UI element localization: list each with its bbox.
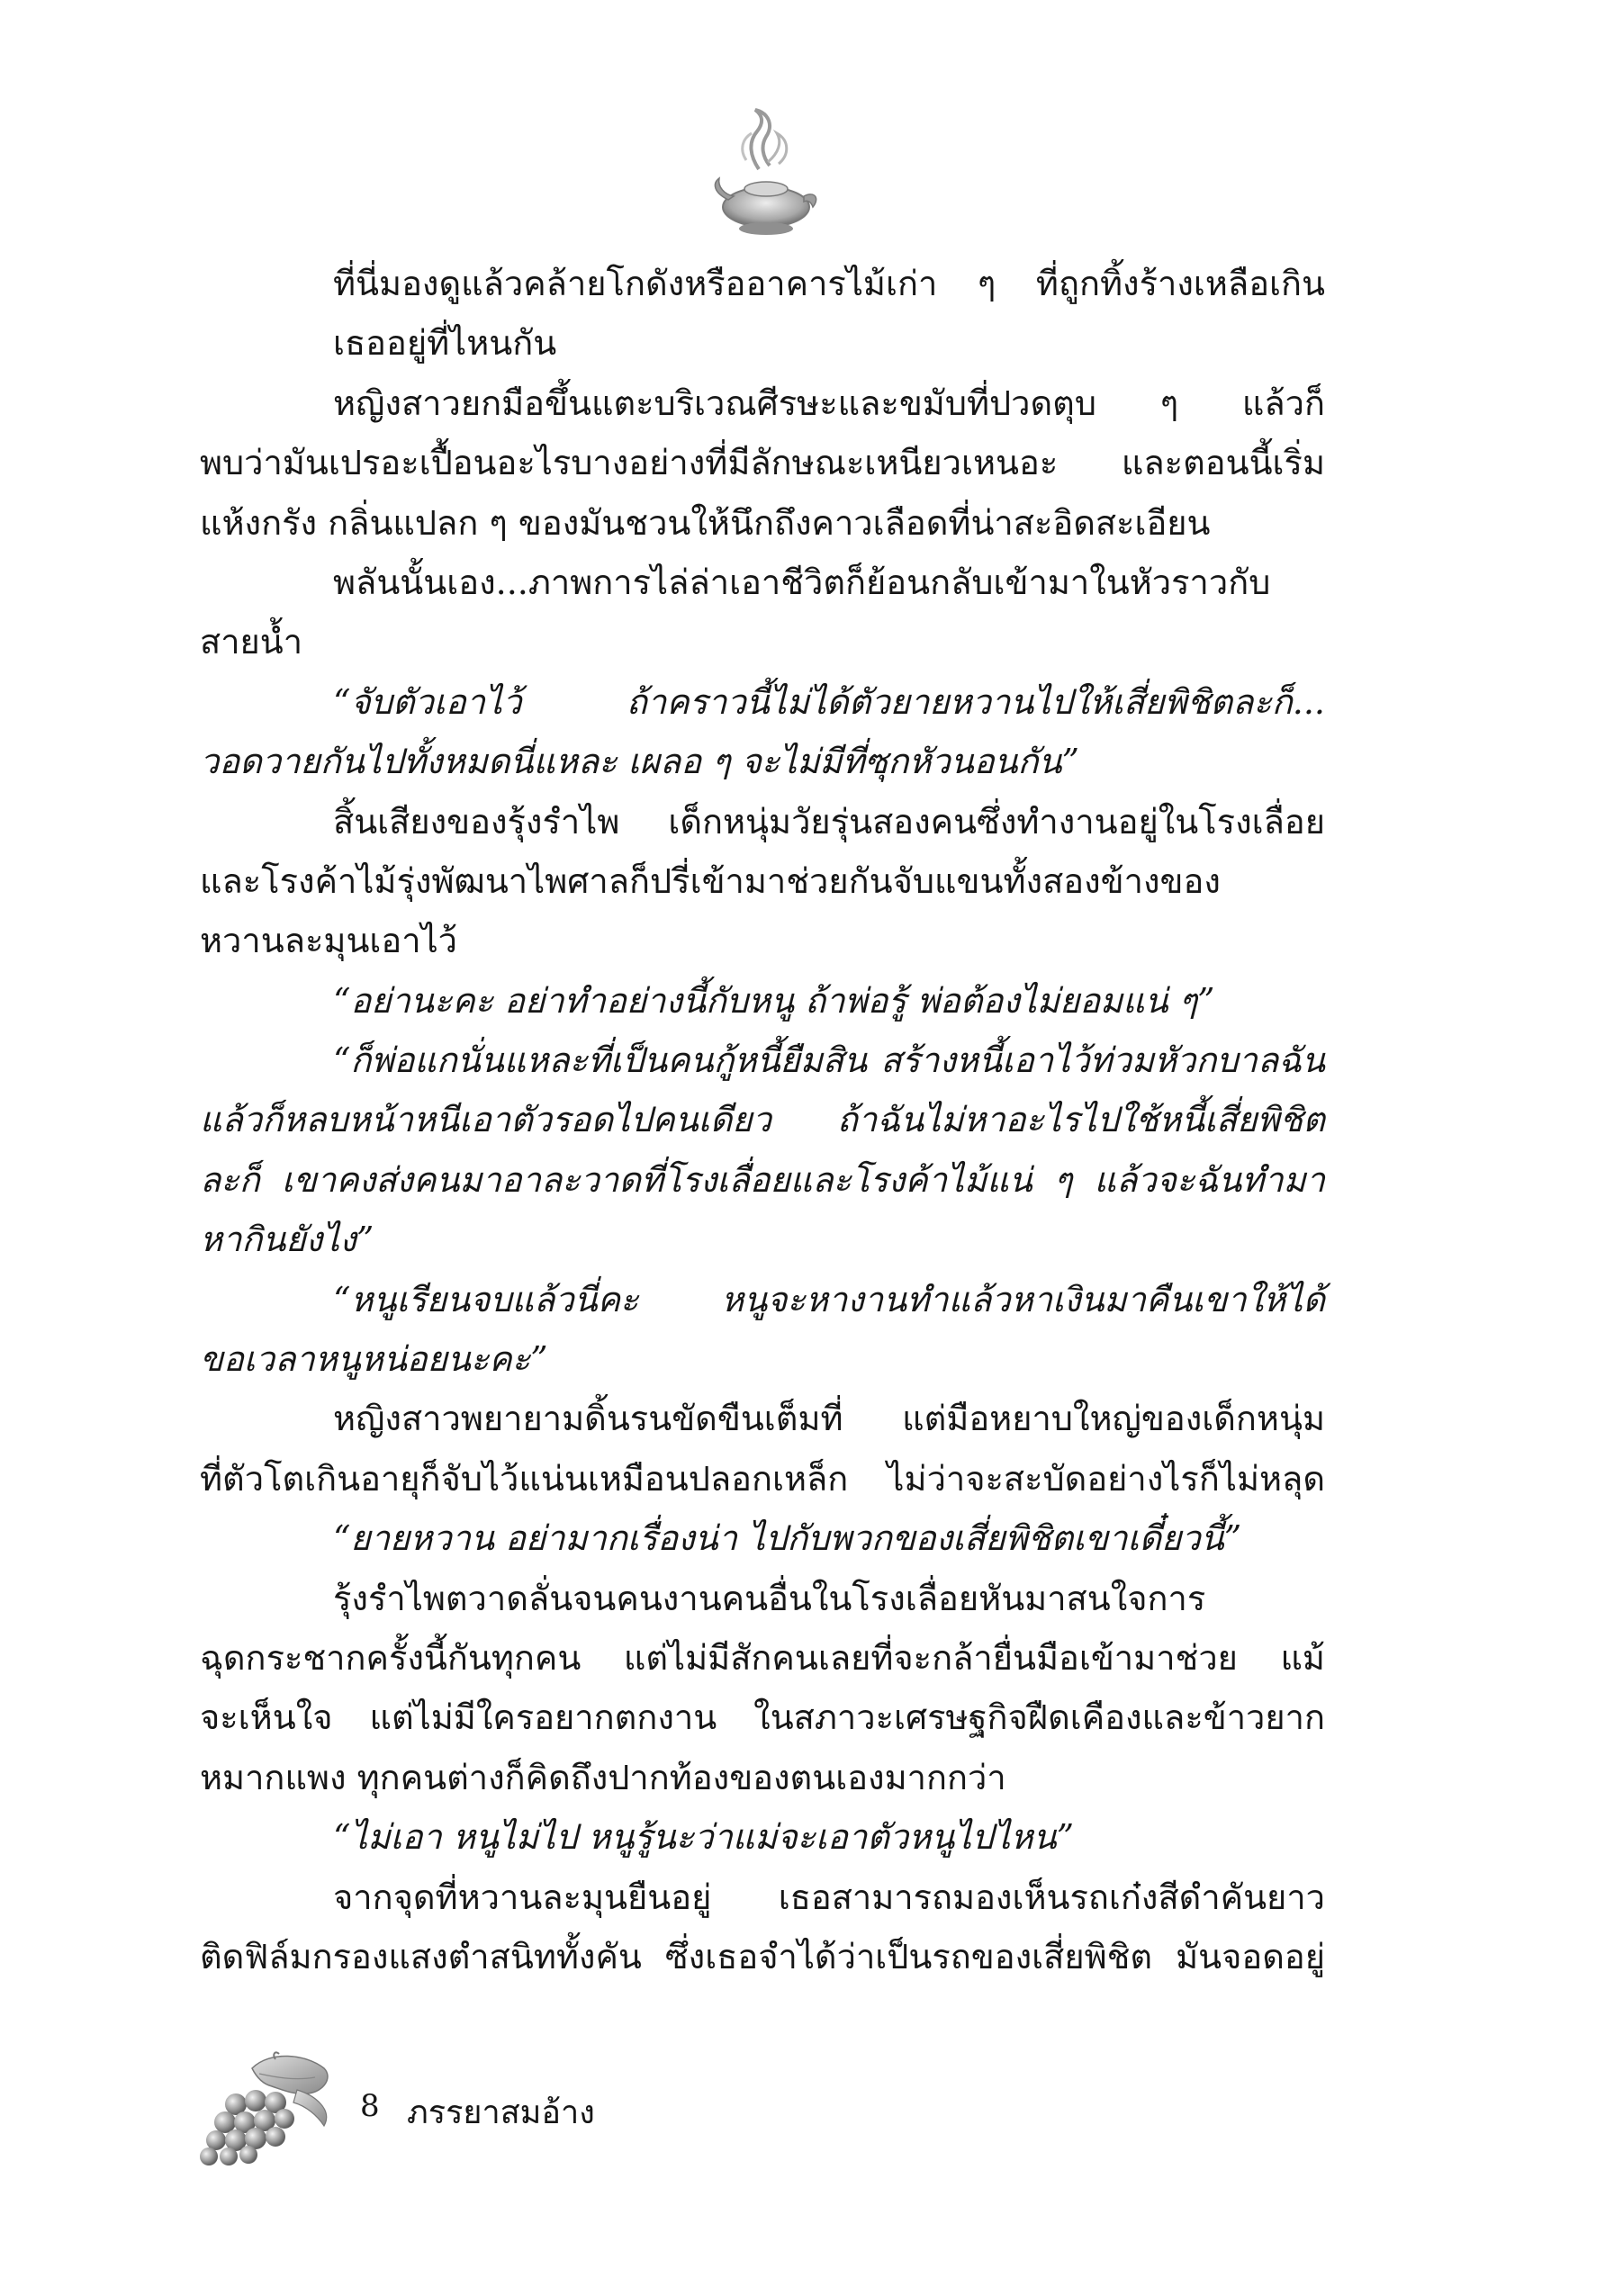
text-line: และโรงค้าไม้รุ่งพัฒนาไพศาลก็ปรี่เข้ามาช่วยกันจับแขนทั้งสองข้างของ	[200, 860, 1221, 901]
page-footer	[189, 2050, 729, 2167]
text-line: “ยายหวาน อย่ามากเรื่องน่า ไปกับพวกของเสี่ยพิชิตเขาเดี๋ยวนี้”	[333, 1518, 1242, 1559]
text-line: “ไม่เอา หนูไม่ไป หนูรู้นะว่าแม่จะเอาตัวหนูไปไหน”	[333, 1817, 1075, 1858]
text-line: หมากแพง ทุกคนต่างก็คิดถึงปากท้องของตนเองมากกว่า	[200, 1757, 1006, 1797]
text-line: จะเห็นใจ แต่ไม่มีใครอยากตกงาน ในสภาวะเศรษฐกิจฝืดเคืองและข้าวยาก	[200, 1697, 1325, 1738]
text-line: ขอเวลาหนูหน่อยนะคะ”	[200, 1339, 548, 1380]
text-line: ที่ตัวโตเกินอายุก็จับไว้แน่นเหมือนปลอกเหล็ก ไม่ว่าจะสะบัดอย่างไรก็ไม่หลุด	[200, 1458, 1325, 1499]
book-title: ภรรยาสมอ้าง	[407, 2094, 595, 2131]
text-line: ละก็ เขาคงส่งคนมาอาละวาดที่โรงเลื่อยและโรงค้าไม้แน่ ๆ แล้วจะฉันทำมา	[200, 1159, 1325, 1200]
text-line: เธออยู่ที่ไหนกัน	[333, 323, 557, 364]
text-line: แห้งกรัง กลิ่นแปลก ๆ ของมันชวนให้นึกถึงคาวเลือดที่น่าสะอิดสะเอียน	[200, 502, 1211, 543]
text-line: รุ้งรำไพตวาดลั่นจนคนงานคนอื่นในโรงเลื่อยหันมาสนใจการ	[333, 1578, 1206, 1618]
text-line: ที่นี่มองดูแล้วคล้ายโกดังหรืออาคารไม้เก่า ๆ ที่ถูกทิ้งร้างเหลือเกิน	[333, 264, 1325, 303]
text-line: แล้วก็หลบหน้าหนีเอาตัวรอดไปคนเดียว ถ้าฉันไม่หาอะไรไปใช้หนี้เสี่ยพิชิต	[200, 1100, 1325, 1140]
text-line: “จับตัวเอาไว้ ถ้าคราวนี้ไม่ได้ตัวยายหวานไปให้เสี่ยพิชิตละก็...	[333, 681, 1325, 722]
text-line: หากินยังไง”	[200, 1220, 374, 1260]
text-line: พลันนั้นเอง...ภาพการไล่ล่าเอาชีวิตก็ย้อนกลับเข้ามาในหัวราวกับ	[333, 562, 1271, 602]
text-line: หวานละมุนเอาไว้	[200, 921, 458, 961]
body-text	[200, 254, 1325, 1986]
text-line: หญิงสาวพยายามดิ้นรนขัดขืนเต็มที่ แต่มือหยาบใหญ่ของเด็กหนุ่ม	[333, 1399, 1325, 1439]
text-line: สิ้นเสียงของรุ้งรำไพ เด็กหนุ่มวัยรุ่นสองคนซึ่งทำงานอยู่ในโรงเลื่อย	[333, 801, 1325, 842]
text-line: “หนูเรียนจบแล้วนี่คะ หนูจะหางานทำแล้วหาเงินมาคืนเขาให้ได้	[333, 1279, 1325, 1319]
text-line: หญิงสาวยกมือขึ้นแตะบริเวณศีรษะและขมับที่ปวดตุบ ๆ แล้วก็	[333, 383, 1325, 423]
text-line: ฉุดกระชากครั้งนี้กันทุกคน แต่ไม่มีสักคนเลยที่จะกล้ายื่นมือเข้ามาช่วย แม้	[200, 1637, 1325, 1678]
text-line: พบว่ามันเปรอะเปื้อนอะไรบางอย่างที่มีลักษณะเหนียวเหนอะ และตอนนี้เริ่ม	[200, 443, 1325, 483]
grape-cluster-ornament-icon	[189, 2050, 347, 2167]
text-line: “ก็พ่อแกนั่นแหละที่เป็นคนกู้หนี้ยืมสิน สร้างหนี้เอาไว้ท่วมหัวกบาลฉัน	[333, 1040, 1325, 1081]
page-number: 8	[360, 2088, 380, 2124]
text-line: “อย่านะคะ อย่าทำอย่างนี้กับหนู ถ้าพ่อรู้ พ่อต้องไม่ยอมแน่ ๆ”	[333, 980, 1215, 1021]
text-line: จากจุดที่หวานละมุนยืนอยู่ เธอสามารถมองเห็นรถเก๋งสีดำคันยาว	[333, 1877, 1325, 1917]
text-line: สายน้ำ	[200, 622, 303, 662]
oil-lamp-ornament-icon	[707, 106, 824, 241]
text-line: วอดวายกันไปทั้งหมดนี่แหละ เผลอ ๆ จะไม่มีที่ซุกหัวนอนกัน”	[200, 742, 1079, 782]
text-line: ติดฟิล์มกรองแสงตำสนิททั้งคัน ซึ่งเธอจำได้ว่าเป็นรถของเสี่ยพิชิต มันจอดอยู่	[200, 1936, 1325, 1976]
